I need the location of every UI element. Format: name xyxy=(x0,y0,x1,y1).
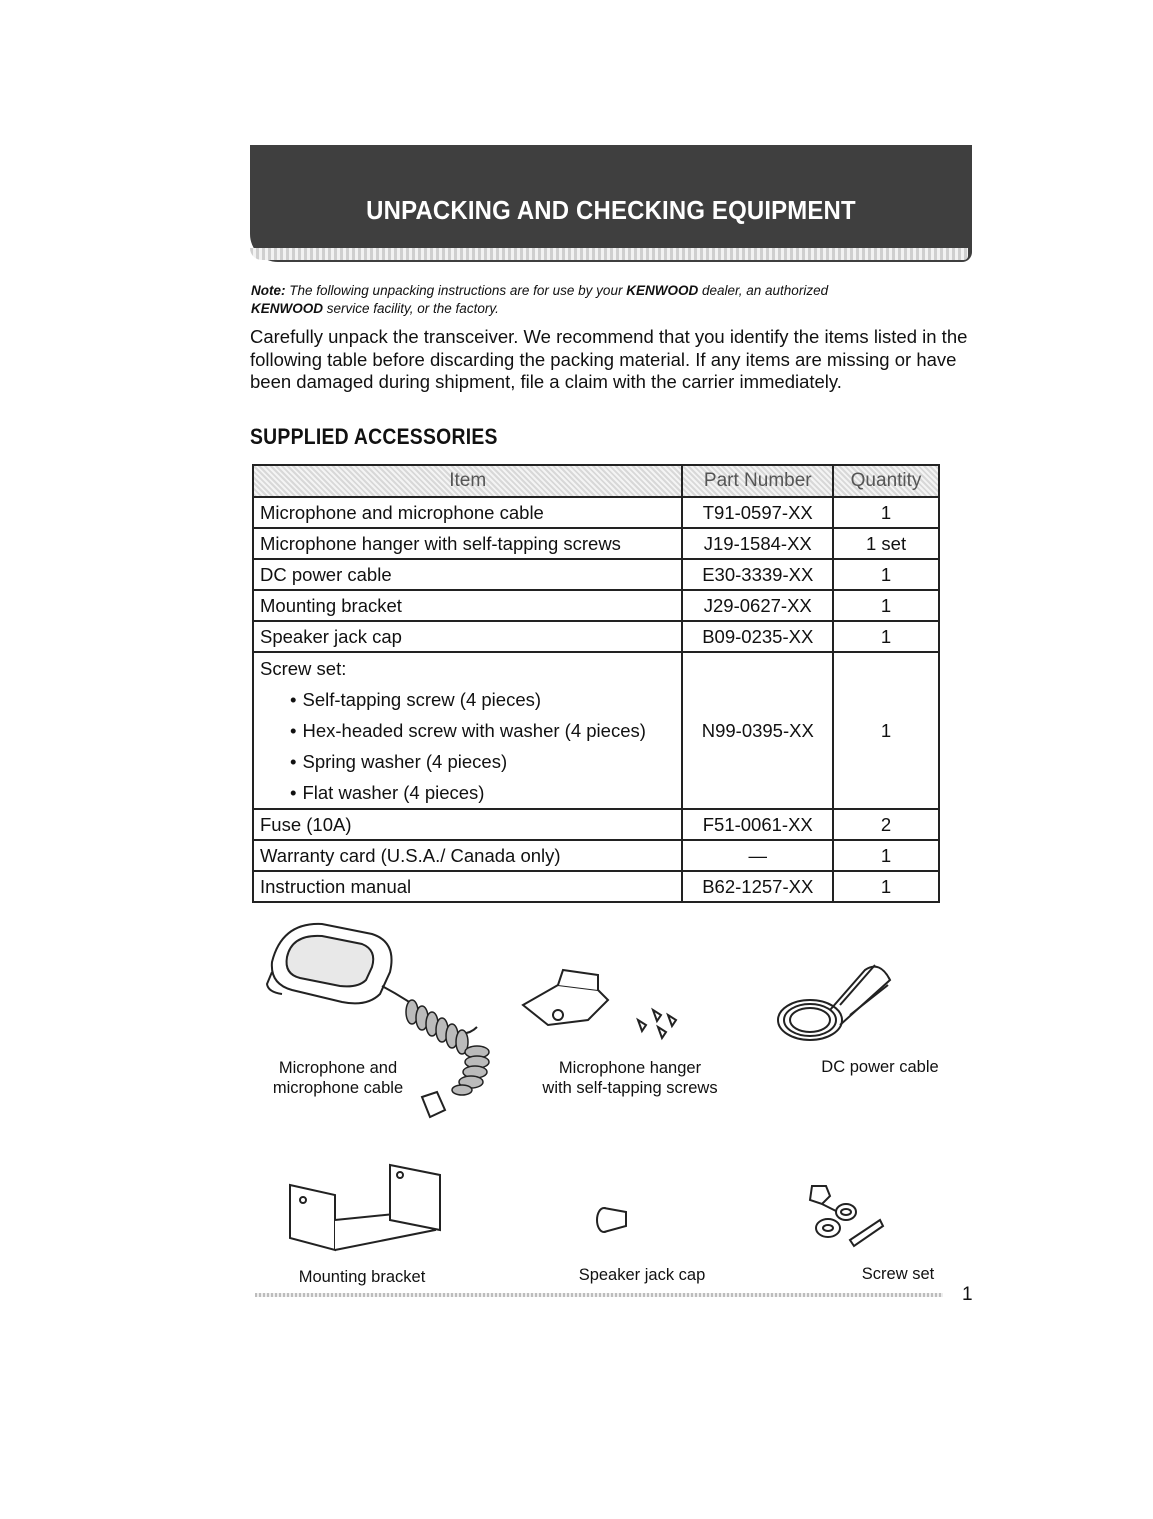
note-text-3: service facility, or the factory. xyxy=(326,301,499,316)
caption-microphone-line-1: Microphone and xyxy=(278,1059,398,1077)
page-title: UNPACKING AND CHECKING EQUIPMENT xyxy=(366,195,856,225)
row-item: Mounting bracket xyxy=(253,590,682,621)
list-item: • Hex-headed screw with washer (4 pieces) xyxy=(290,715,675,746)
intro-paragraph: Carefully unpack the transceiver. We recommend that you identify the items listed in the following table before discarding the packing material. If any items are missing or have been damaged during shipment, file a claim with the carrier immediately. xyxy=(250,326,968,392)
section-heading: SUPPLIED ACCESSORIES xyxy=(250,424,498,449)
caption-microphone xyxy=(258,1058,418,1098)
note-brand-1: KENWOOD xyxy=(626,283,699,298)
row-item: DC power cable xyxy=(253,559,682,590)
jack-cap-illustration xyxy=(592,1200,632,1236)
caption-hanger-line-2: with self-tapping screws xyxy=(542,1079,718,1097)
caption-screw-set: Screw set xyxy=(861,1265,935,1283)
page-number: 1 xyxy=(962,1284,973,1305)
dc-cable-illustration xyxy=(770,955,910,1055)
caption-bracket: Mounting bracket xyxy=(298,1268,426,1286)
row-part: F51-0061-XX xyxy=(682,809,833,840)
row-item: Speaker jack cap xyxy=(253,621,682,652)
table-row xyxy=(253,497,939,528)
screw-set-label: Screw set: xyxy=(260,658,347,679)
row-qty: 1 xyxy=(833,497,939,528)
note-text-2: dealer, an authorized xyxy=(701,283,829,298)
row-part: E30-3339-XX xyxy=(682,559,833,590)
row-part: T91-0597-XX xyxy=(682,497,833,528)
table-row xyxy=(253,809,939,840)
caption-hanger-line-1: Microphone hanger xyxy=(558,1059,702,1077)
row-qty: 1 xyxy=(833,840,939,871)
table-row xyxy=(253,621,939,652)
table-row xyxy=(253,590,939,621)
row-part: — xyxy=(682,840,833,871)
list-item: • Spring washer (4 pieces) xyxy=(290,746,675,777)
note-brand-2: KENWOOD xyxy=(251,301,323,316)
list-item: • Flat washer (4 pieces) xyxy=(290,777,675,808)
row-qty: 2 xyxy=(833,809,939,840)
row-qty: 1 xyxy=(833,590,939,621)
header-quantity: Quantity xyxy=(833,465,939,497)
row-item: Instruction manual xyxy=(253,871,682,902)
row-qty: 1 xyxy=(833,621,939,652)
banner-stripe xyxy=(250,248,968,260)
row-part: J19-1584-XX xyxy=(682,528,833,559)
note-text-1: The following unpacking instructions are for use by your xyxy=(289,283,623,298)
list-item: • Self-tapping screw (4 pieces) xyxy=(290,684,675,715)
header-part-number: Part Number xyxy=(682,465,833,497)
caption-dc-cable: DC power cable xyxy=(821,1058,939,1076)
caption-hanger xyxy=(520,1058,740,1098)
table-row xyxy=(253,840,939,871)
row-part: N99-0395-XX xyxy=(682,652,833,809)
note-label: Note: xyxy=(251,283,286,298)
screw-set-illustration xyxy=(800,1180,890,1252)
table-row xyxy=(253,528,939,559)
row-item xyxy=(253,652,682,809)
table-row xyxy=(253,559,939,590)
row-part: B62-1257-XX xyxy=(682,871,833,902)
hanger-illustration xyxy=(518,965,693,1045)
row-item: Microphone hanger with self-tapping screws xyxy=(253,528,682,559)
row-qty: 1 set xyxy=(833,528,939,559)
table-row-screw-set xyxy=(253,652,939,809)
row-item: Fuse (10A) xyxy=(253,809,682,840)
row-item: Microphone and microphone cable xyxy=(253,497,682,528)
row-part: B09-0235-XX xyxy=(682,621,833,652)
bracket-illustration xyxy=(285,1160,450,1260)
table-row xyxy=(253,871,939,902)
row-item: Warranty card (U.S.A./ Canada only) xyxy=(253,840,682,871)
row-qty: 1 xyxy=(833,559,939,590)
table-header-row xyxy=(253,465,939,497)
bottom-rule xyxy=(255,1293,943,1297)
row-qty: 1 xyxy=(833,652,939,809)
microphone-illustration xyxy=(262,912,502,1132)
row-part: J29-0627-XX xyxy=(682,590,833,621)
screw-set-list xyxy=(260,684,675,808)
row-qty: 1 xyxy=(833,871,939,902)
accessories-table xyxy=(252,464,940,903)
header-item: Item xyxy=(253,465,682,497)
caption-microphone-line-2: microphone cable xyxy=(272,1079,404,1097)
note xyxy=(251,282,951,318)
caption-jack-cap: Speaker jack cap xyxy=(578,1266,706,1284)
